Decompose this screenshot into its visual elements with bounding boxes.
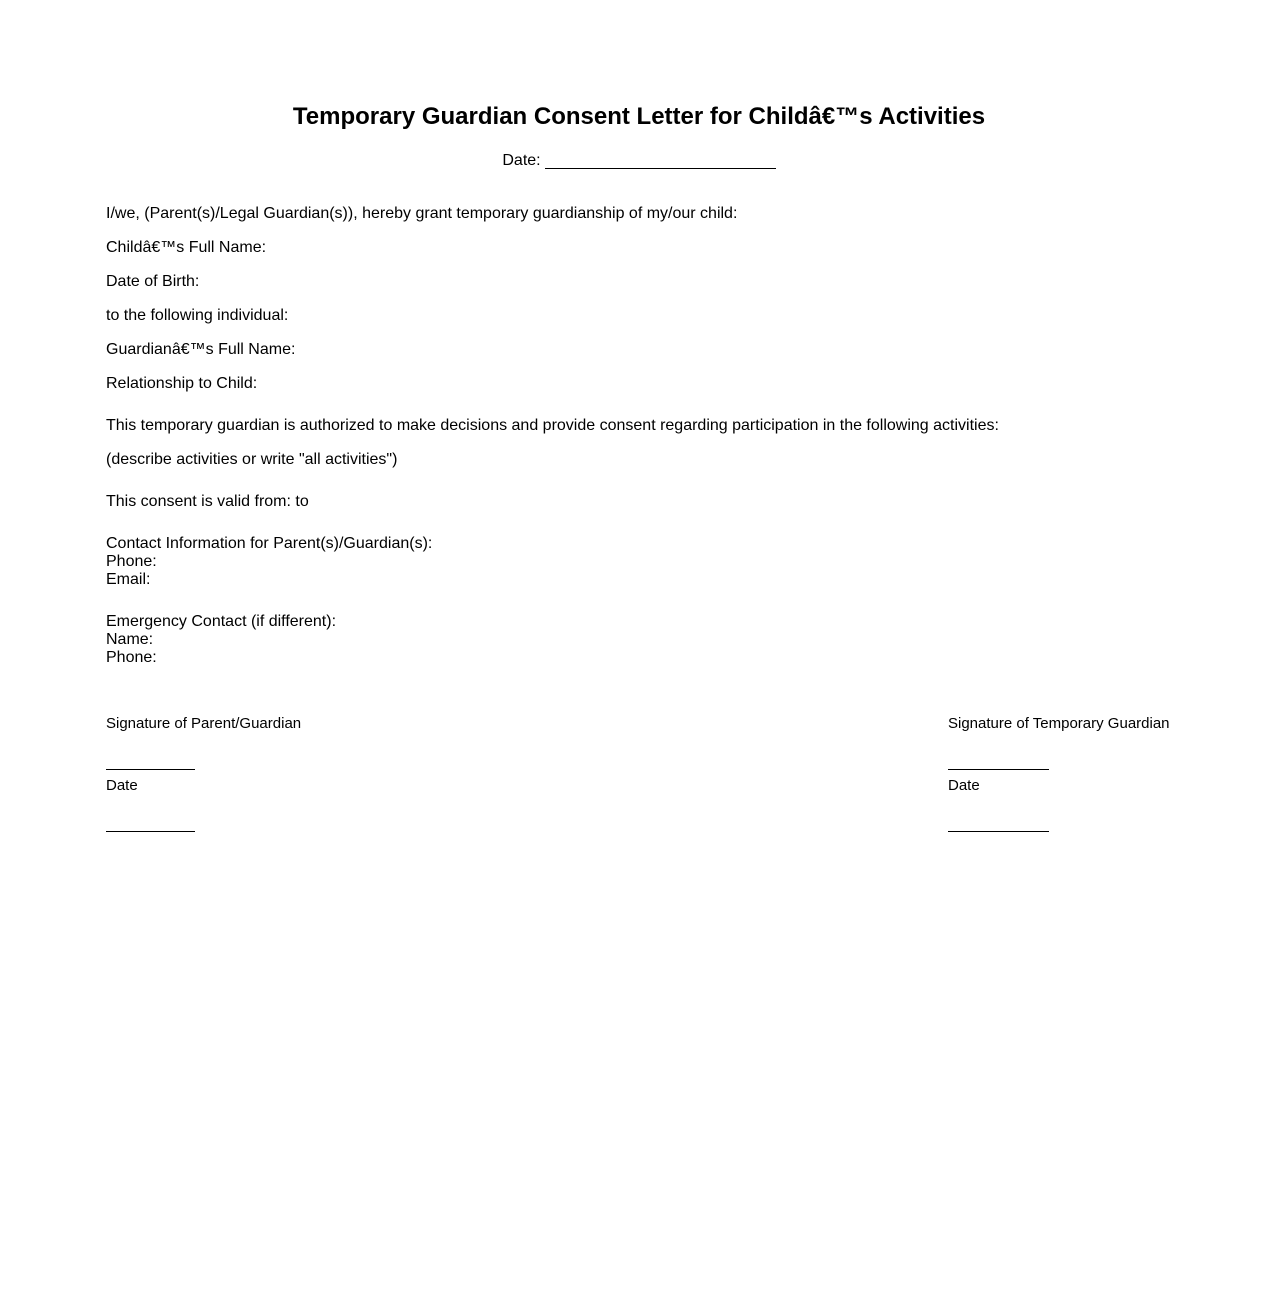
- contact-email-label: Email:: [106, 571, 151, 588]
- temporary-guardian-date-label: Date: [948, 777, 980, 794]
- parent-signature-line: [106, 769, 195, 770]
- emergency-phone-label: Phone:: [106, 649, 157, 666]
- emergency-contact-block: [106, 613, 336, 667]
- intro-paragraph: I/we, (Parent(s)/Legal Guardian(s)), hereby grant temporary guardianship of my/our child:: [106, 205, 738, 222]
- document-title: Temporary Guardian Consent Letter for Childâ€™s Activities: [292, 103, 986, 130]
- date-blank-line: [545, 150, 776, 169]
- temporary-guardian-date-line: [948, 831, 1049, 832]
- relationship-label: Relationship to Child:: [106, 375, 258, 392]
- validity-text: This consent is valid from: to: [106, 493, 309, 510]
- contact-phone-label: Phone:: [106, 553, 157, 570]
- parent-signature-label: Signature of Parent/Guardian: [106, 715, 302, 732]
- parent-date-label: Date: [106, 777, 138, 794]
- emergency-name-label: Name:: [106, 631, 154, 648]
- guardian-name-label: Guardianâ€™s Full Name:: [106, 341, 296, 358]
- emergency-heading: Emergency Contact (if different):: [106, 613, 337, 630]
- parent-date-line: [106, 831, 195, 832]
- date-label: Date:: [502, 152, 541, 169]
- date-of-birth-label: Date of Birth:: [106, 273, 200, 290]
- authorization-paragraph: This temporary guardian is authorized to make decisions and provide consent regarding participation in the following activities:: [106, 417, 999, 434]
- date-row: [106, 150, 1172, 171]
- temporary-guardian-signature-label: Signature of Temporary Guardian: [948, 715, 1170, 732]
- activities-hint: (describe activities or write "all activities"): [106, 451, 398, 468]
- parent-contact-block: [106, 535, 432, 589]
- contact-heading: Contact Information for Parent(s)/Guardian(s):: [106, 535, 433, 552]
- child-name-label: Childâ€™s Full Name:: [106, 239, 267, 256]
- to-individual-text: to the following individual:: [106, 307, 289, 324]
- temporary-guardian-signature-line: [948, 769, 1049, 770]
